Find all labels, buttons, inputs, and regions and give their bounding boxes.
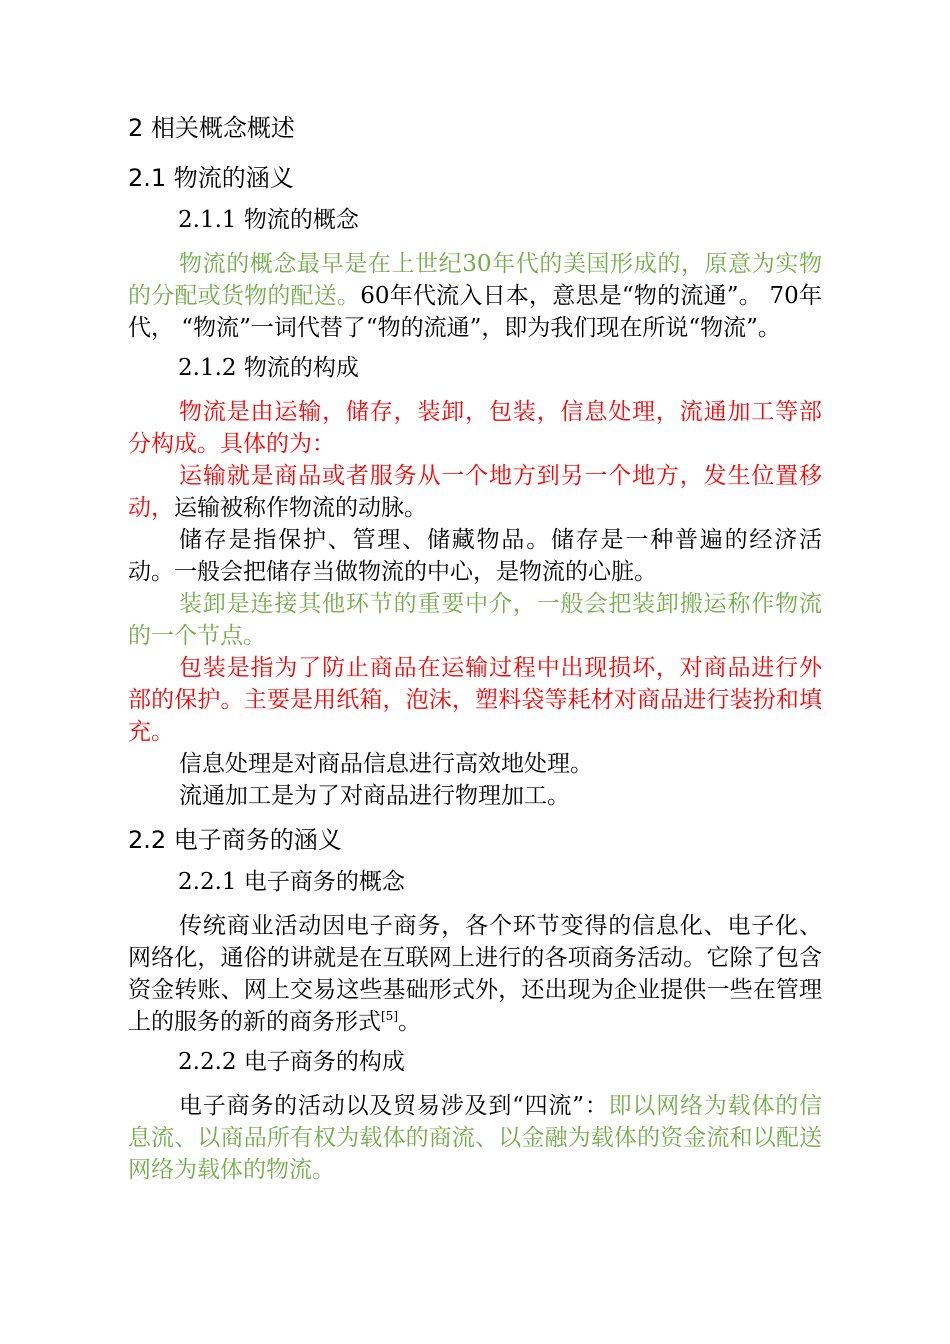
- paragraph-packaging: [128, 652, 822, 748]
- body-text: 运输被称作物流的动脉。: [174, 495, 427, 521]
- subsection-heading-2-1-2: 2.1.2 物流的构成: [178, 355, 359, 381]
- paragraph-logistics-concept: [128, 248, 822, 344]
- paragraph-storage: 储存是指保护、管理、储藏物品。储存是一种普遍的经济活动。一般会把储存当做物流的中心，是物流的心脏。: [128, 527, 822, 585]
- body-text-end: 。: [398, 1009, 421, 1035]
- document-page: [128, 108, 822, 1186]
- highlighted-text-red: 包装是指为了防止商品在运输过程中出现损坏，对商品进行外部的保护。主要是用纸箱，泡沫，塑料袋等耗材对商品进行装扮和填充。: [128, 655, 822, 745]
- subsection-heading-2-1-1: 2.1.1 物流的概念: [178, 207, 359, 233]
- highlighted-text-green: 装卸是连接其他环节的重要中介，一般会把装卸搬运称作物流的一个节点。: [128, 591, 822, 649]
- highlighted-text-red: 物流是由运输，储存，装卸，包装，信息处理，流通加工等部分构成。具体的为：: [128, 399, 822, 457]
- paragraph-ecommerce-concept: [128, 910, 822, 1038]
- body-text: 电子商务的活动以及贸易涉及到“四流”：: [179, 1093, 609, 1119]
- paragraph-distribution-processing: 流通加工是为了对商品进行物理加工。: [179, 783, 570, 809]
- body-text: 60年代流入日本，意思是“物的流通”。 70年代， “物流”一词代替了“物的流通”，即为我们现在所说“物流”。: [128, 283, 822, 341]
- body-text: 传统商业活动因电子商务，各个环节变得的信息化、电子化、网络化，通俗的讲就是在互联网上进行的各项商务活动。它除了包含资金转账、网上交易这些基础形式外，还出现为企业提供一些在管理上的服务的新的商务形式: [128, 913, 822, 1035]
- section-heading-2-2: 2.2 电子商务的涵义: [128, 826, 342, 854]
- highlighted-text-green: 物流的概念最早是在上世纪30年代的美国形成的，原意为实物的分配或货物的配送。: [128, 251, 822, 309]
- paragraph-transport: [128, 460, 822, 524]
- section-heading-2: 2 相关概念概述: [128, 114, 295, 142]
- highlighted-text-green: 即以网络为载体的信息流、以商品所有权为载体的商流、以金融为载体的资金流和以配送网络为载体的物流。: [128, 1093, 822, 1183]
- paragraph-logistics-composition: [128, 396, 822, 460]
- paragraph-ecommerce-composition: [128, 1090, 822, 1186]
- highlighted-text-red: 运输就是商品或者服务从一个地方到另一个地方，发生位置移动，: [128, 463, 822, 521]
- citation-reference: [5]: [381, 1009, 398, 1023]
- subsection-heading-2-2-2: 2.2.2 电子商务的构成: [178, 1049, 405, 1075]
- subsection-heading-2-2-1: 2.2.1 电子商务的概念: [178, 869, 405, 895]
- section-heading-2-1: 2.1 物流的涵义: [128, 164, 294, 192]
- paragraph-information-processing: 信息处理是对商品信息进行高效地处理。: [179, 751, 593, 777]
- paragraph-loading: [128, 588, 822, 652]
